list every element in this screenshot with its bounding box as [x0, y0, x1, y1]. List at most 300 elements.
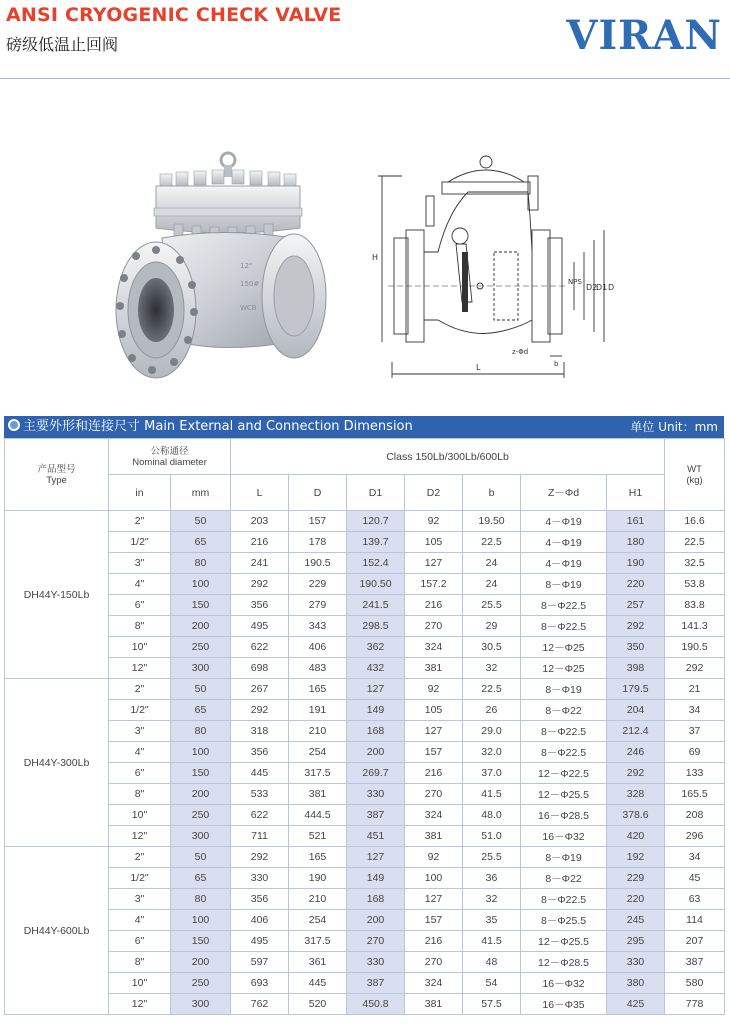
header-weight — [665, 439, 725, 511]
table-cell: 4－Φ19 — [521, 553, 607, 574]
table-cell: 190 — [607, 553, 665, 574]
table-cell: 26 — [463, 700, 521, 721]
table-cell: 343 — [289, 616, 347, 637]
table-cell: 92 — [405, 847, 463, 868]
table-row — [5, 973, 725, 994]
table-cell: 165 — [289, 847, 347, 868]
table-cell: 324 — [405, 637, 463, 658]
table-row — [5, 574, 725, 595]
table-cell: 8" — [109, 952, 171, 973]
table-cell: 8－Φ22 — [521, 700, 607, 721]
table-cell: 37 — [665, 721, 725, 742]
table-cell: 292 — [665, 658, 725, 679]
table-cell: 330 — [347, 952, 405, 973]
dim-label-nps: NPS — [568, 278, 582, 286]
col-header: in — [109, 475, 171, 511]
table-cell: 8－Φ22.5 — [521, 889, 607, 910]
col-header: D2 — [405, 475, 463, 511]
header-weight-label: WT — [687, 463, 702, 475]
table-cell: 254 — [289, 742, 347, 763]
table-cell: 150 — [171, 763, 231, 784]
table-cell: 4－Φ19 — [521, 532, 607, 553]
table-cell: 22.5 — [463, 532, 521, 553]
table-cell: 19.50 — [463, 511, 521, 532]
header-divider — [0, 78, 730, 79]
header-nominal — [109, 439, 231, 475]
table-cell: 190 — [289, 868, 347, 889]
dim-label-d1: D1 — [596, 283, 608, 292]
table-row — [5, 721, 725, 742]
table-row — [5, 994, 725, 1015]
type-cell: DH44Y-150Lb — [5, 511, 109, 679]
table-cell: 12－Φ25.5 — [521, 784, 607, 805]
dim-label-zd: z-Φd — [512, 348, 529, 356]
table-cell: 229 — [289, 574, 347, 595]
table-cell: 12－Φ28.5 — [521, 952, 607, 973]
table-cell: 2" — [109, 511, 171, 532]
table-cell: 298.5 — [347, 616, 405, 637]
table-cell: 114 — [665, 910, 725, 931]
table-cell: 100 — [405, 868, 463, 889]
unit-label: 单位 Unit：mm — [630, 420, 718, 434]
table-cell: 191 — [289, 700, 347, 721]
table-cell: 444.5 — [289, 805, 347, 826]
table-cell: 12" — [109, 826, 171, 847]
table-cell: 36 — [463, 868, 521, 889]
table-cell: 180 — [607, 532, 665, 553]
table-cell: 92 — [405, 511, 463, 532]
table-cell: 216 — [231, 532, 289, 553]
table-cell: 378.6 — [607, 805, 665, 826]
table-cell: 330 — [231, 868, 289, 889]
table-cell: 3" — [109, 721, 171, 742]
table-cell: 362 — [347, 637, 405, 658]
col-header: mm — [171, 475, 231, 511]
table-cell: 165 — [289, 679, 347, 700]
table-cell: 250 — [171, 805, 231, 826]
table-cell: 381 — [405, 994, 463, 1015]
table-cell: 35 — [463, 910, 521, 931]
table-cell: 50 — [171, 847, 231, 868]
table-cell: 150 — [171, 595, 231, 616]
table-cell: 16.6 — [665, 511, 725, 532]
table-cell: 51.0 — [463, 826, 521, 847]
table-row — [5, 679, 725, 700]
table-cell: 270 — [405, 784, 463, 805]
table-cell: 317.5 — [289, 763, 347, 784]
table-row — [5, 847, 725, 868]
table-cell: 425 — [607, 994, 665, 1015]
table-cell: 41.5 — [463, 931, 521, 952]
dim-label-l: L — [476, 363, 481, 372]
table-cell: 254 — [289, 910, 347, 931]
table-cell: 24 — [463, 574, 521, 595]
table-cell: 220 — [607, 889, 665, 910]
table-cell: 32.0 — [463, 742, 521, 763]
table-cell: 450.8 — [347, 994, 405, 1015]
table-cell: 292 — [607, 616, 665, 637]
table-cell: 2" — [109, 679, 171, 700]
table-cell: 57.5 — [463, 994, 521, 1015]
table-cell: 328 — [607, 784, 665, 805]
table-cell: 8－Φ22.5 — [521, 742, 607, 763]
table-cell: 210 — [289, 889, 347, 910]
table-cell: 451 — [347, 826, 405, 847]
table-cell: 21 — [665, 679, 725, 700]
table-cell: 127 — [347, 679, 405, 700]
table-cell: 200 — [347, 742, 405, 763]
table-cell: 711 — [231, 826, 289, 847]
col-header: b — [463, 475, 521, 511]
table-cell: 8" — [109, 784, 171, 805]
title-chinese: 磅级低温止回阀 — [6, 35, 119, 54]
table-cell: 65 — [171, 868, 231, 889]
casting-mark-material: WCB — [240, 304, 257, 312]
brand-logo: VIRAN — [566, 12, 722, 59]
table-cell: 8－Φ22.5 — [521, 721, 607, 742]
table-row — [5, 952, 725, 973]
table-cell: 1/2" — [109, 700, 171, 721]
table-cell: 300 — [171, 826, 231, 847]
page-header — [0, 0, 730, 82]
table-cell: 324 — [405, 973, 463, 994]
type-cell: DH44Y-300Lb — [5, 679, 109, 847]
table-cell: 92 — [405, 679, 463, 700]
table-cell: 8－Φ25.5 — [521, 910, 607, 931]
table-cell: 4" — [109, 574, 171, 595]
dimension-table — [4, 438, 725, 1015]
table-cell: 10" — [109, 973, 171, 994]
table-cell: 127 — [347, 847, 405, 868]
dim-label-d: D — [608, 283, 615, 292]
table-cell: 25.5 — [463, 595, 521, 616]
header-type — [5, 439, 109, 511]
table-cell: 380 — [607, 973, 665, 994]
table-row — [5, 616, 725, 637]
table-cell: 483 — [289, 658, 347, 679]
table-cell: 48 — [463, 952, 521, 973]
table-cell: 80 — [171, 889, 231, 910]
table-cell: 4－Φ19 — [521, 511, 607, 532]
table-cell: 203 — [231, 511, 289, 532]
table-body — [5, 511, 725, 1015]
table-cell: 229 — [607, 868, 665, 889]
table-row — [5, 637, 725, 658]
table-cell: 3" — [109, 553, 171, 574]
table-cell: 216 — [405, 595, 463, 616]
table-cell: 127 — [405, 721, 463, 742]
table-cell: 208 — [665, 805, 725, 826]
table-cell: 330 — [347, 784, 405, 805]
table-cell: 4" — [109, 742, 171, 763]
dim-label-b: b — [554, 360, 559, 368]
table-cell: 150 — [171, 931, 231, 952]
table-cell: 157 — [405, 910, 463, 931]
table-cell: 220 — [607, 574, 665, 595]
table-cell: 495 — [231, 931, 289, 952]
table-cell: 133 — [665, 763, 725, 784]
table-cell: 165.5 — [665, 784, 725, 805]
table-cell: 16－Φ35 — [521, 994, 607, 1015]
table-row — [5, 805, 725, 826]
table-cell: 279 — [289, 595, 347, 616]
header-type-cn: 产品型号 — [37, 463, 76, 475]
table-cell: 204 — [607, 700, 665, 721]
table-cell: 10" — [109, 805, 171, 826]
table-cell: 12－Φ22.5 — [521, 763, 607, 784]
table-cell: 24 — [463, 553, 521, 574]
table-cell: 8－Φ22.5 — [521, 595, 607, 616]
table-cell: 16－Φ32 — [521, 973, 607, 994]
table-row — [5, 889, 725, 910]
table-cell: 8－Φ22.5 — [521, 616, 607, 637]
table-cell: 8－Φ19 — [521, 679, 607, 700]
table-cell: 54 — [463, 973, 521, 994]
table-cell: 245 — [607, 910, 665, 931]
col-header: L — [231, 475, 289, 511]
table-cell: 190.50 — [347, 574, 405, 595]
table-cell: 210 — [289, 721, 347, 742]
table-cell: 622 — [231, 637, 289, 658]
table-cell: 207 — [665, 931, 725, 952]
table-cell: 361 — [289, 952, 347, 973]
table-cell: 45 — [665, 868, 725, 889]
casting-mark-size: 12" — [240, 262, 253, 270]
table-cell: 350 — [607, 637, 665, 658]
table-cell: 149 — [347, 868, 405, 889]
table-cell: 100 — [171, 742, 231, 763]
table-cell: 34 — [665, 700, 725, 721]
table-cell: 22.5 — [665, 532, 725, 553]
table-cell: 1/2" — [109, 868, 171, 889]
table-cell: 161 — [607, 511, 665, 532]
title-english: ANSI CRYOGENIC CHECK VALVE — [6, 4, 342, 26]
table-cell: 22.5 — [463, 679, 521, 700]
table-cell: 6" — [109, 595, 171, 616]
table-cell: 8" — [109, 616, 171, 637]
table-cell: 241 — [231, 553, 289, 574]
table-cell: 29.0 — [463, 721, 521, 742]
table-cell: 8－Φ22 — [521, 868, 607, 889]
dim-label-h: H — [372, 253, 379, 262]
table-row — [5, 931, 725, 952]
table-cell: 6" — [109, 763, 171, 784]
table-cell: 25.5 — [463, 847, 521, 868]
table-cell: 139.7 — [347, 532, 405, 553]
table-cell: 152.4 — [347, 553, 405, 574]
table-cell: 269.7 — [347, 763, 405, 784]
table-row — [5, 784, 725, 805]
table-cell: 250 — [171, 973, 231, 994]
table-cell: 29 — [463, 616, 521, 637]
table-cell: 12－Φ25 — [521, 637, 607, 658]
table-row — [5, 826, 725, 847]
table-cell: 356 — [231, 889, 289, 910]
table-cell: 80 — [171, 553, 231, 574]
table-cell: 296 — [665, 826, 725, 847]
table-cell: 8－Φ19 — [521, 847, 607, 868]
col-header: D — [289, 475, 347, 511]
table-cell: 387 — [665, 952, 725, 973]
table-cell: 168 — [347, 721, 405, 742]
table-cell: 330 — [607, 952, 665, 973]
table-cell: 178 — [289, 532, 347, 553]
bullet-circle-icon — [8, 419, 20, 431]
table-cell: 157.2 — [405, 574, 463, 595]
table-cell: 622 — [231, 805, 289, 826]
table-cell: 200 — [171, 784, 231, 805]
table-row — [5, 658, 725, 679]
table-cell: 241.5 — [347, 595, 405, 616]
table-cell: 200 — [171, 952, 231, 973]
table-cell: 381 — [405, 826, 463, 847]
table-cell: 270 — [405, 952, 463, 973]
table-cell: 292 — [231, 574, 289, 595]
type-cell: DH44Y-600Lb — [5, 847, 109, 1015]
table-cell: 387 — [347, 805, 405, 826]
table-cell: 317.5 — [289, 931, 347, 952]
table-cell: 3" — [109, 889, 171, 910]
header-weight-unit: (kg) — [686, 474, 703, 486]
table-cell: 32 — [463, 658, 521, 679]
table-cell: 12" — [109, 658, 171, 679]
header-nominal-cn: 公称通径 — [150, 445, 189, 457]
table-cell: 381 — [289, 784, 347, 805]
section-banner — [4, 416, 724, 438]
table-cell: 318 — [231, 721, 289, 742]
table-cell: 381 — [405, 658, 463, 679]
table-cell: 100 — [171, 574, 231, 595]
table-cell: 698 — [231, 658, 289, 679]
table-cell: 2" — [109, 847, 171, 868]
table-cell: 420 — [607, 826, 665, 847]
table-cell: 105 — [405, 700, 463, 721]
table-cell: 200 — [171, 616, 231, 637]
table-cell: 406 — [289, 637, 347, 658]
table-cell: 406 — [231, 910, 289, 931]
table-cell: 693 — [231, 973, 289, 994]
table-cell: 200 — [347, 910, 405, 931]
valve-photo — [112, 150, 332, 382]
table-cell: 69 — [665, 742, 725, 763]
table-cell: 6" — [109, 931, 171, 952]
col-header: D1 — [347, 475, 405, 511]
table-cell: 250 — [171, 637, 231, 658]
header-type-en: Type — [46, 474, 67, 486]
table-cell: 63 — [665, 889, 725, 910]
table-cell: 445 — [289, 973, 347, 994]
table-cell: 179.5 — [607, 679, 665, 700]
valve-technical-drawing — [368, 152, 618, 384]
table-cell: 65 — [171, 532, 231, 553]
table-cell: 398 — [607, 658, 665, 679]
table-cell: 127 — [405, 553, 463, 574]
table-cell: 168 — [347, 889, 405, 910]
table-row — [5, 532, 725, 553]
table-cell: 267 — [231, 679, 289, 700]
table-cell: 520 — [289, 994, 347, 1015]
table-cell: 83.8 — [665, 595, 725, 616]
table-cell: 216 — [405, 931, 463, 952]
table-cell: 10" — [109, 637, 171, 658]
table-cell: 597 — [231, 952, 289, 973]
table-cell: 127 — [405, 889, 463, 910]
section-title: 主要外形和连接尺寸 Main External and Connection Dimension — [23, 419, 413, 434]
table-cell: 292 — [231, 847, 289, 868]
table-cell: 190.5 — [289, 553, 347, 574]
table-row — [5, 553, 725, 574]
table-cell: 32.5 — [665, 553, 725, 574]
table-cell: 216 — [405, 763, 463, 784]
table-cell: 580 — [665, 973, 725, 994]
table-cell: 120.7 — [347, 511, 405, 532]
table-row — [5, 868, 725, 889]
table-cell: 12" — [109, 994, 171, 1015]
table-cell: 445 — [231, 763, 289, 784]
table-cell: 12－Φ25.5 — [521, 931, 607, 952]
table-cell: 12－Φ25 — [521, 658, 607, 679]
table-cell: 1/2" — [109, 532, 171, 553]
table-cell: 300 — [171, 994, 231, 1015]
table-cell: 50 — [171, 511, 231, 532]
table-cell: 356 — [231, 742, 289, 763]
table-cell: 778 — [665, 994, 725, 1015]
table-cell: 141.3 — [665, 616, 725, 637]
table-cell: 212.4 — [607, 721, 665, 742]
table-cell: 270 — [347, 931, 405, 952]
table-cell: 53.8 — [665, 574, 725, 595]
col-header: H1 — [607, 475, 665, 511]
table-cell: 16－Φ32 — [521, 826, 607, 847]
table-cell: 157 — [405, 742, 463, 763]
table-cell: 50 — [171, 679, 231, 700]
casting-mark-class: 150# — [240, 280, 260, 288]
table-cell: 762 — [231, 994, 289, 1015]
table-cell: 295 — [607, 931, 665, 952]
table-cell: 356 — [231, 595, 289, 616]
table-row — [5, 595, 725, 616]
table-cell: 34 — [665, 847, 725, 868]
table-cell: 257 — [607, 595, 665, 616]
table-row — [5, 742, 725, 763]
table-cell: 432 — [347, 658, 405, 679]
table-cell: 521 — [289, 826, 347, 847]
header-class: Class 150Lb/300Lb/600Lb — [231, 439, 665, 475]
table-cell: 65 — [171, 700, 231, 721]
table-cell: 292 — [231, 700, 289, 721]
header-nominal-en: Nominal diameter — [132, 456, 207, 468]
table-row — [5, 763, 725, 784]
table-cell: 190.5 — [665, 637, 725, 658]
table-cell: 495 — [231, 616, 289, 637]
table-cell: 8－Φ19 — [521, 574, 607, 595]
col-header: Z－Φd — [521, 475, 607, 511]
table-cell: 41.5 — [463, 784, 521, 805]
table-cell: 48.0 — [463, 805, 521, 826]
table-cell: 80 — [171, 721, 231, 742]
table-cell: 324 — [405, 805, 463, 826]
table-cell: 246 — [607, 742, 665, 763]
table-cell: 387 — [347, 973, 405, 994]
table-cell: 37.0 — [463, 763, 521, 784]
table-cell: 30.5 — [463, 637, 521, 658]
table-cell: 270 — [405, 616, 463, 637]
table-cell: 100 — [171, 910, 231, 931]
table-cell: 149 — [347, 700, 405, 721]
table-cell: 157 — [289, 511, 347, 532]
table-cell: 192 — [607, 847, 665, 868]
table-cell: 105 — [405, 532, 463, 553]
